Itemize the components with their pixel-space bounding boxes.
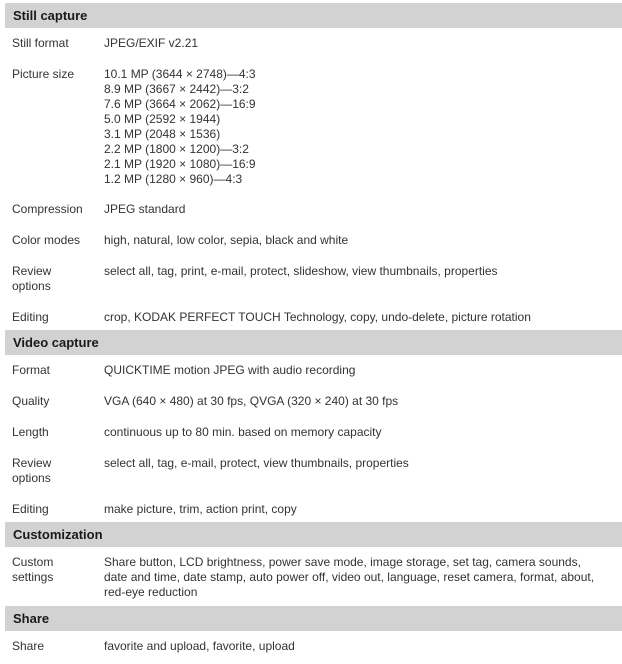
spec-value: JPEG standard — [104, 202, 186, 216]
section-header-customization: Customization — [5, 522, 622, 547]
spec-row-length — [5, 425, 622, 456]
spec-label: Format — [12, 363, 51, 377]
section-header-share: Share — [5, 606, 622, 631]
spec-row-format — [5, 363, 622, 394]
spec-row-quality — [5, 394, 622, 425]
section-header-still-capture: Still capture — [5, 3, 622, 28]
spec-value: crop, KODAK PERFECT TOUCH Technology, copy, undo-delete, picture rotation — [104, 310, 531, 324]
spec-label: Custom settings — [12, 555, 54, 584]
spec-label: Quality — [12, 394, 50, 408]
spec-label: Length — [12, 425, 49, 439]
spec-value: VGA (640 × 480) at 30 fps, QVGA (320 × 240) at 30 fps — [104, 394, 399, 408]
spec-value: select all, tag, e-mail, protect, view thumbnails, properties — [104, 456, 409, 470]
spec-label: Compression — [12, 202, 83, 216]
spec-row-color-modes — [5, 233, 622, 264]
section-header-video-capture: Video capture — [5, 330, 622, 355]
spec-value: select all, tag, print, e-mail, protect, slideshow, view thumbnails, properties — [104, 264, 498, 278]
spec-row-review-options — [5, 264, 622, 310]
spec-label: Editing — [12, 310, 49, 324]
spec-row-still-format — [5, 36, 622, 67]
spec-row-editing — [5, 310, 622, 330]
spec-value: continuous up to 80 min. based on memory capacity — [104, 425, 382, 439]
spec-label: Share — [12, 639, 45, 653]
spec-value: JPEG/EXIF v2.21 — [104, 36, 199, 50]
spec-value: Share button, LCD brightness, power save mode, image storage, set tag, camera sounds, date and time, date stamp, auto power off, video out, language, reset camera, format, about, red-eye reduction — [104, 555, 595, 599]
spec-row-review-options — [5, 456, 622, 502]
spec-value: QUICKTIME motion JPEG with audio recording — [104, 363, 356, 377]
spec-value: high, natural, low color, sepia, black and white — [104, 233, 349, 247]
spec-table — [5, 3, 622, 659]
spec-value: 10.1 MP (3644 × 2748)—4:3 8.9 MP (3667 × 2442)—3:2 7.6 MP (3664 × 2062)—16:9 5.0 MP (2592 × 1944) 3.1 MP (2048 × 1536) 2.2 MP (1800 × 1200)—3:2 2.1 MP (1920 × 1080)—16:9 1.2 MP (1280 × 960)—4:3 — [104, 67, 256, 186]
spec-label: Still format — [12, 36, 69, 50]
spec-row-picture-size — [5, 67, 622, 202]
spec-label: Review options — [12, 456, 52, 485]
spec-label: Review options — [12, 264, 52, 293]
spec-row-custom-settings — [5, 555, 622, 606]
spec-row-editing — [5, 502, 622, 522]
spec-value: favorite and upload, favorite, upload — [104, 639, 295, 653]
spec-row-compression — [5, 202, 622, 233]
spec-value: make picture, trim, action print, copy — [104, 502, 297, 516]
spec-label: Picture size — [12, 67, 75, 81]
spec-row-share — [5, 639, 622, 659]
spec-label: Color modes — [12, 233, 81, 247]
spec-label: Editing — [12, 502, 49, 516]
